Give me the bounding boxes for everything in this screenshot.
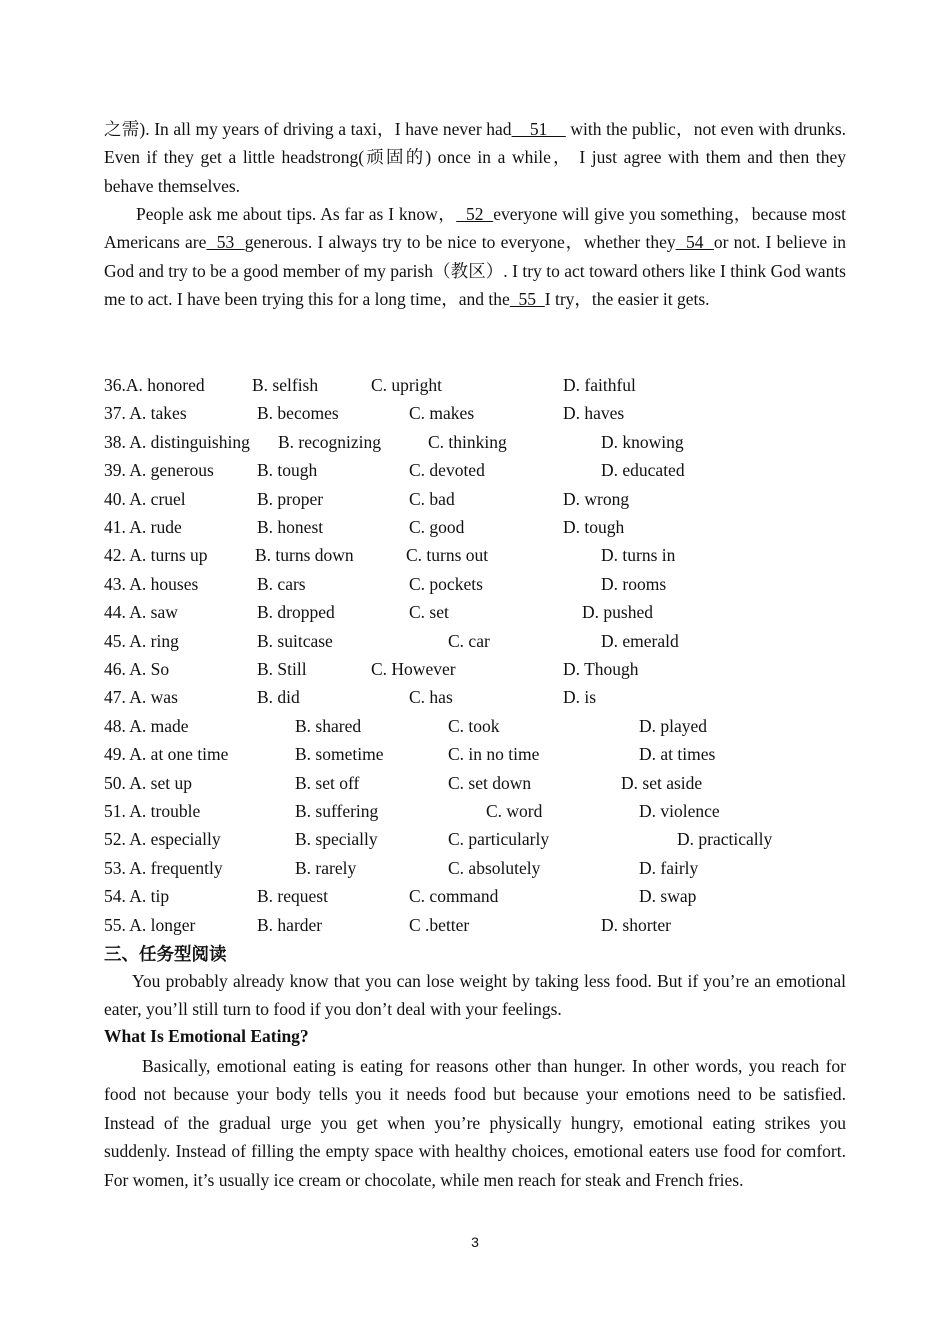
passage-paragraph-1 — [104, 115, 846, 200]
option-b: B. honest — [257, 517, 324, 537]
option-b: B. dropped — [257, 602, 335, 623]
option-b: B. Still — [257, 659, 307, 679]
option-d: D. is — [563, 687, 597, 708]
option-c: C. has — [409, 687, 453, 708]
option-d: D. practically — [677, 829, 773, 850]
option-c: C. command — [409, 886, 499, 907]
option-d: D. fairly — [639, 857, 699, 878]
option-d: D. knowing — [601, 431, 684, 452]
option-c: C. However — [371, 659, 456, 679]
option-b: B. proper — [257, 488, 324, 509]
option-d: D. violence — [639, 801, 720, 821]
option-d: D. turns in — [601, 545, 676, 566]
option-b: B. harder — [257, 914, 323, 935]
question-row — [0, 627, 950, 655]
question-row — [0, 740, 950, 768]
option-d: D. faithful — [563, 375, 636, 395]
option-b: B. selfish — [252, 375, 319, 395]
passage-text: or not. I believe in God and try to be a good member of my parish（教区）. I try to act toward others like I think God wants me to act. I have been trying this for a long time，and the — [104, 232, 846, 310]
question-row — [0, 513, 950, 541]
option-d: D. tough — [563, 517, 625, 537]
option-c: C. particularly — [448, 829, 550, 850]
blank-51: 51 — [511, 119, 566, 139]
option-a: 41. A. rude — [104, 517, 182, 537]
option-b: B. tough — [257, 460, 318, 481]
option-a: 47. A. was — [104, 687, 178, 708]
question-row — [0, 769, 950, 797]
option-c: C. in no time — [448, 744, 540, 765]
question-row — [0, 485, 950, 513]
option-a: 48. A. made — [104, 715, 189, 736]
option-a: 51. A. trouble — [104, 801, 201, 821]
option-a: 50. A. set up — [104, 772, 192, 793]
option-b: B. turns down — [255, 545, 354, 566]
option-b: B. specially — [295, 829, 378, 850]
option-d: D. swap — [639, 886, 697, 907]
option-a: 53. A. frequently — [104, 857, 223, 878]
question-row — [0, 655, 950, 683]
option-a: 45. A. ring — [104, 630, 179, 651]
blank-53: 53 — [206, 232, 245, 253]
option-a: 44. A. saw — [104, 602, 178, 623]
option-c: C. makes — [409, 403, 475, 424]
option-d: D. haves — [563, 403, 625, 424]
blank-52: 52 — [456, 204, 494, 224]
option-d: D. pushed — [582, 602, 653, 623]
option-d: D. played — [639, 715, 708, 736]
option-a: 54. A. tip — [104, 886, 170, 907]
option-c: C. devoted — [409, 460, 485, 481]
passage-text: I try，the easier it gets. — [544, 289, 710, 310]
question-row — [0, 456, 950, 484]
passage-text: People ask me about tips. As far as I know， — [136, 204, 457, 224]
option-c: C. set down — [448, 772, 532, 793]
option-b: B. request — [257, 886, 328, 907]
option-c: C .better — [409, 914, 470, 935]
question-row — [0, 854, 950, 882]
option-d: D. set aside — [621, 772, 703, 793]
question-row — [0, 882, 950, 910]
option-c: C. good — [409, 517, 465, 537]
option-a: 37. A. takes — [104, 403, 187, 424]
option-b: B. rarely — [295, 857, 357, 878]
section-intro: You probably already know that you can lose weight by taking less food. But if you’re an emotional eater, you’ll still turn to food if you don’t deal with your feelings. — [104, 971, 846, 1020]
question-row — [0, 570, 950, 598]
subheading: What Is Emotional Eating? — [104, 1026, 309, 1046]
option-c: C. pockets — [409, 573, 483, 594]
passage-text: generous. I always try to be nice to everyone，whether they — [244, 232, 676, 253]
option-a: 55. A. longer — [104, 914, 196, 935]
option-b: B. suffering — [295, 801, 379, 821]
option-c: C. thinking — [428, 431, 507, 452]
question-row — [0, 371, 950, 399]
option-c: C. set — [409, 602, 449, 623]
option-a: 46. A. So — [104, 659, 170, 679]
option-c: C. word — [486, 801, 543, 821]
page-number: 3 — [471, 1234, 479, 1250]
blank-55: 55 — [509, 289, 545, 310]
option-d: D. educated — [601, 460, 685, 481]
option-c: C. upright — [371, 375, 442, 395]
option-c: C. absolutely — [448, 857, 541, 878]
option-a: 52. A. especially — [104, 829, 221, 850]
question-row — [0, 428, 950, 456]
option-c: C. car — [448, 630, 490, 651]
option-d: D. shorter — [601, 914, 671, 935]
option-a: 42. A. turns up — [104, 545, 208, 566]
option-d: D. Though — [563, 659, 639, 679]
option-b: B. cars — [257, 573, 306, 594]
passage-paragraph-2 — [104, 200, 846, 314]
option-c: C. bad — [409, 488, 455, 509]
question-row — [0, 399, 950, 427]
option-b: B. recognizing — [278, 431, 382, 452]
option-d: D. wrong — [563, 488, 630, 509]
option-a: 36.A. honored — [104, 375, 205, 395]
option-a: 39. A. generous — [104, 460, 214, 481]
question-row — [0, 598, 950, 626]
question-row — [0, 911, 950, 939]
passage-text: 之需). In all my years of driving a taxi，I have never had — [104, 119, 512, 139]
question-row — [0, 825, 950, 853]
option-a: 40. A. cruel — [104, 488, 186, 509]
question-row — [0, 541, 950, 569]
section-heading: 三、任务型阅读 — [104, 945, 227, 965]
question-row — [0, 712, 950, 740]
question-row — [0, 797, 950, 825]
option-a: 49. A. at one time — [104, 744, 229, 765]
option-d: D. emerald — [601, 630, 679, 651]
option-b: B. did — [257, 687, 300, 708]
option-d: D. at times — [639, 744, 716, 765]
option-a: 38. A. distinguishing — [104, 431, 250, 452]
option-b: B. sometime — [295, 744, 384, 765]
option-b: B. set off — [295, 772, 360, 793]
option-b: B. suitcase — [257, 630, 333, 651]
passage-text: everyone will give you something，because most Americans are — [104, 204, 847, 253]
option-b: B. shared — [295, 715, 362, 736]
option-a: 43. A. houses — [104, 573, 199, 594]
question-row — [0, 683, 950, 711]
passage-text: with the public，not even with drunks. Even if they get a little headstrong(顽固的) once in a while， I just agree with them and then they behave themselves. — [104, 119, 847, 196]
option-c: C. turns out — [406, 545, 489, 566]
option-b: B. becomes — [257, 403, 339, 424]
section-body: Basically, emotional eating is eating for reasons other than hunger. In other words, you reach for food not because your body tells you it needs food but because your emotions need to be satisfied. Instead of the gradual urge you get when you’re physically hungry, emotional eating strikes you suddenly. Instead of filling the empty space with healthy choices, emotional eaters use food for comfort. For women, it’s usually ice cream or chocolate, while men reach for steak and French fries. — [104, 1056, 846, 1190]
option-d: D. rooms — [601, 573, 667, 594]
blank-54: 54 — [675, 232, 714, 253]
option-c: C. took — [448, 715, 500, 736]
